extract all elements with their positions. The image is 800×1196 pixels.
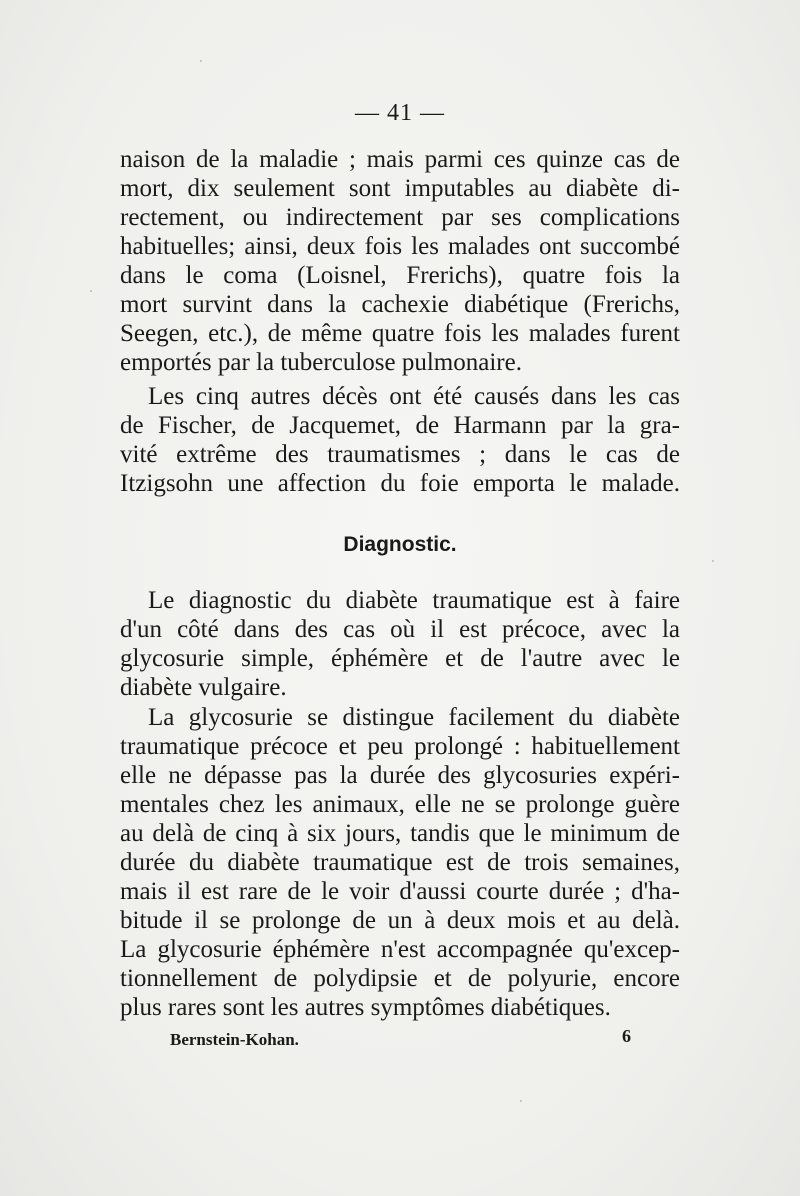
text-line: habituelles; ainsi, deux fois les malades ont succombé bbox=[120, 233, 680, 260]
text-line: rectement, ou indirectement par ses complications bbox=[120, 204, 680, 231]
paper-speck bbox=[712, 560, 714, 562]
paper-speck bbox=[520, 1100, 522, 1102]
paragraph-1 bbox=[120, 145, 680, 377]
text-line: La glycosurie éphémère n'est accompagnée qu'excep- bbox=[120, 936, 680, 963]
text-line: durée du diabète traumatique est de trois semaines, bbox=[120, 849, 680, 876]
paragraph-4 bbox=[120, 703, 680, 1022]
paragraph-2 bbox=[120, 382, 680, 498]
text-line: Seegen, etc.), de même quatre fois les malades furent bbox=[120, 320, 680, 347]
text-line: mais il est rare de le voir d'aussi courte durée ; d'ha- bbox=[120, 878, 680, 905]
text-line: emportés par la tuberculose pulmonaire. bbox=[120, 349, 522, 376]
paper-speck bbox=[200, 60, 202, 62]
text-line: naison de la maladie ; mais parmi ces quinze cas de bbox=[120, 146, 680, 173]
text-line: mentales chez les animaux, elle ne se prolonge guère bbox=[120, 791, 680, 818]
text-line: elle ne dépasse pas la durée des glycosuries expéri- bbox=[120, 762, 680, 789]
text-line: diabète vulgaire. bbox=[120, 674, 287, 701]
text-line: Les cinq autres décès ont été causés dans les cas bbox=[148, 383, 680, 410]
text-line: mort, dix seulement sont imputables au diabète di- bbox=[120, 175, 680, 202]
signature-mark: 6 bbox=[622, 1026, 631, 1046]
text-line: plus rares sont les autres symptômes diabétiques. bbox=[120, 994, 611, 1021]
text-line: de Fischer, de Jacquemet, de Harmann par la gra- bbox=[120, 412, 680, 439]
paragraph-3 bbox=[120, 586, 680, 702]
text-line: La glycosurie se distingue facilement du diabète bbox=[148, 704, 680, 731]
text-line: traumatique précoce et peu prolongé : habituellement bbox=[120, 733, 680, 760]
text-line: dans le coma (Loisnel, Frerichs), quatre fois la bbox=[120, 262, 680, 289]
page-number: — 41 — bbox=[355, 100, 445, 126]
text-line: tionnellement de polydipsie et de polyurie, encore bbox=[120, 965, 680, 992]
paper-speck bbox=[90, 290, 92, 292]
text-line: Itzigsohn une affection du foie emporta le malade. bbox=[120, 470, 680, 497]
section-heading: Diagnostic. bbox=[343, 533, 457, 556]
text-line: au delà de cinq à six jours, tandis que le minimum de bbox=[120, 820, 680, 847]
text-line: mort survint dans la cachexie diabétique (Frerichs, bbox=[120, 291, 680, 318]
text-line: vité extrême des traumatismes ; dans le cas de bbox=[120, 441, 680, 468]
text-line: glycosurie simple, éphémère et de l'autre avec le bbox=[120, 645, 680, 672]
footer-author: Bernstein-Kohan. bbox=[170, 1030, 299, 1049]
text-line: Le diagnostic du diabète traumatique est à faire bbox=[148, 587, 680, 614]
text-line: d'un côté dans des cas où il est précoce, avec la bbox=[120, 616, 680, 643]
text-line: bitude il se prolonge de un à deux mois et au delà. bbox=[120, 907, 680, 934]
